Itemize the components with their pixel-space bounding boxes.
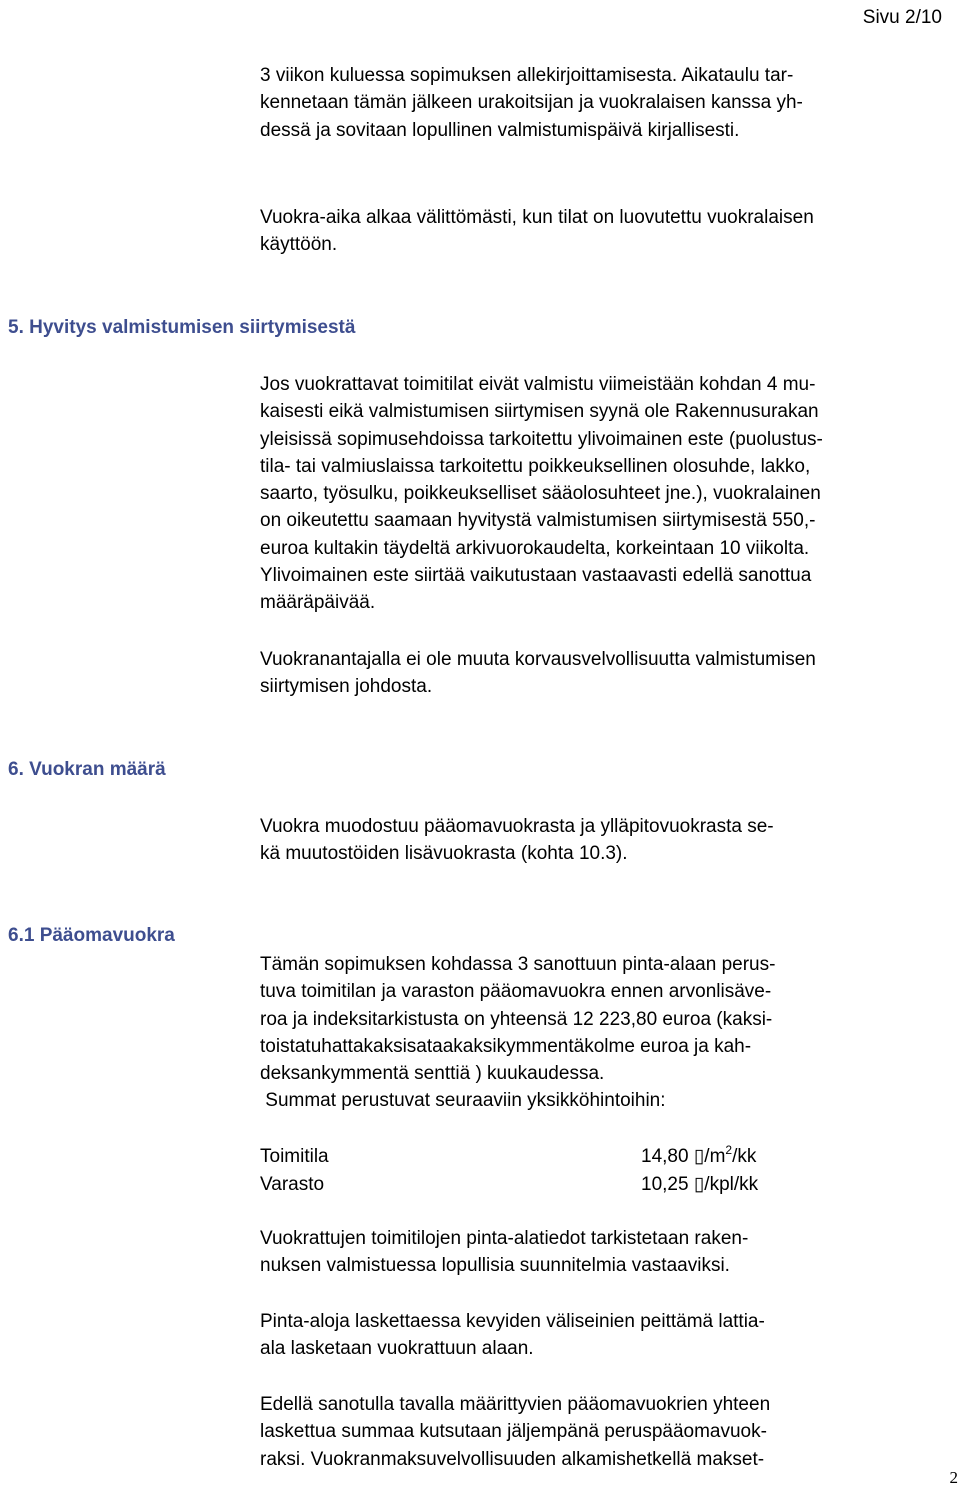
text-line: laskettua summaa kutsutaan jäljempänä peruspääomavuok- [260,1421,767,1443]
price-value: 14,80 $▯/m^2/kk$ [641,1143,757,1167]
text-line: määräpäivää. [260,592,376,614]
price-label: Toimitila [260,1146,329,1167]
text-line: toistatuhattakaksisataakaksikymmentäkolme euroa ja kah- [260,1035,752,1057]
section-5-compensation-paragraph [260,371,960,617]
price-row-storage [260,1171,820,1199]
text-line: dessä ja sovitaan lopullinen valmistumispäivä kirjallisesti. [260,119,740,141]
text-line: euroa kultakin täydeltä arkivuorokaudelta, korkeintaan 10 viikolta. [260,537,810,559]
text-line: kä muutostöiden lisävuokrasta (kohta 10.3). [260,843,628,865]
currency-glyph-icon: ▯ [693,1146,705,1167]
unit-price-table [260,1143,820,1198]
text-line: nuksen valmistuessa lopullisia suunnitelmia vastaaviksi. [260,1255,730,1277]
text-line: Summat perustuvat seuraaviin yksikköhintoihin: [260,1090,666,1112]
text-line: yleisissä sopimusehdoissa tarkoitettu ylivoimainen este (puolustus- [260,428,823,450]
section-6-rent-paragraph [260,813,960,868]
text-line: kennetaan tämän jälkeen urakoitsijan ja vuokralaisen kanssa yh- [260,92,803,114]
area-check-paragraph [260,1225,960,1280]
text-line: saarto, työsulku, poikkeukselliset sääolosuhteet jne.), vuokralainen [260,483,821,505]
capital-rent-paragraph [260,951,960,1115]
price-label: Varasto [260,1173,325,1195]
text-line: tila- tai valmiuslaissa tarkoitettu poikkeuksellinen olosuhde, lakko, [260,455,811,477]
intro-schedule-paragraph [260,62,960,144]
text-line: Vuokrattujen toimitilojen pinta-alatiedot tarkistetaan raken- [260,1228,749,1249]
text-line: deksankymmentä senttiä ) kuukaudessa. [260,1063,605,1085]
text-line: Edellä sanotulla tavalla määrittyvien pääomavuokrien yhteen [260,1394,771,1415]
price-value: 10,25 ▯/kpl/kk [641,1173,759,1195]
currency-glyph-icon: ▯ [693,1173,705,1195]
text-line: käyttöön. [260,234,338,256]
section-6-heading: 6. Vuokran määrä [8,759,166,780]
text-line: kaisesti eikä valmistumisen siirtymisen syynä ole Rakennusurakan [260,401,819,423]
lease-start-paragraph [260,204,960,259]
page-number: 2 [949,1468,958,1487]
section-5-heading: 5. Hyvitys valmistumisen siirtymisestä [8,317,356,338]
page-indicator: Sivu 2/10 [862,7,942,28]
text-line: Vuokranantajalla ei ole muuta korvausvelvollisuutta valmistumisen [260,649,816,670]
text-line: Ylivoimainen este siirtää vaikutustaan vastaavasti edellä sanottua [260,565,812,587]
text-line: Pinta-aloja laskettaessa kevyiden väliseinien peittämä lattia- [260,1311,765,1332]
section-6-1-heading: 6.1 Pääomavuokra [8,925,175,946]
text-line: tuva toimitilan ja varaston pääomavuokra ennen arvonlisäve- [260,981,772,1003]
text-line: siirtymisen johdosta. [260,676,433,698]
text-line: Vuokra muodostuu pääomavuokrasta ja ylläpitovuokrasta se- [260,816,774,837]
text-line: 3 viikon kuluessa sopimuksen allekirjoittamisesta. Aikataulu tar- [260,65,794,86]
text-line: ala lasketaan vuokrattuun alaan. [260,1338,534,1360]
price-row-office [260,1143,820,1171]
text-line: Tämän sopimuksen kohdassa 3 sanottuun pinta-alaan perus- [260,954,776,975]
text-line: roa ja indeksitarkistusta on yhteensä 12 223,80 euroa (kaksi- [260,1008,773,1030]
partition-area-paragraph [260,1308,960,1363]
text-line: Vuokra-aika alkaa välittömästi, kun tilat on luovutettu vuokralaisen [260,207,814,228]
section-5-liability-paragraph [260,646,960,701]
base-capital-rent-paragraph [260,1391,960,1473]
text-line: on oikeutettu saamaan hyvitystä valmistumisen siirtymisestä 550,- [260,510,816,532]
text-line: raksi. Vuokranmaksuvelvollisuuden alkamishetkellä makset- [260,1448,765,1470]
text-line: Jos vuokrattavat toimitilat eivät valmistu viimeistään kohdan 4 mu- [260,374,816,395]
